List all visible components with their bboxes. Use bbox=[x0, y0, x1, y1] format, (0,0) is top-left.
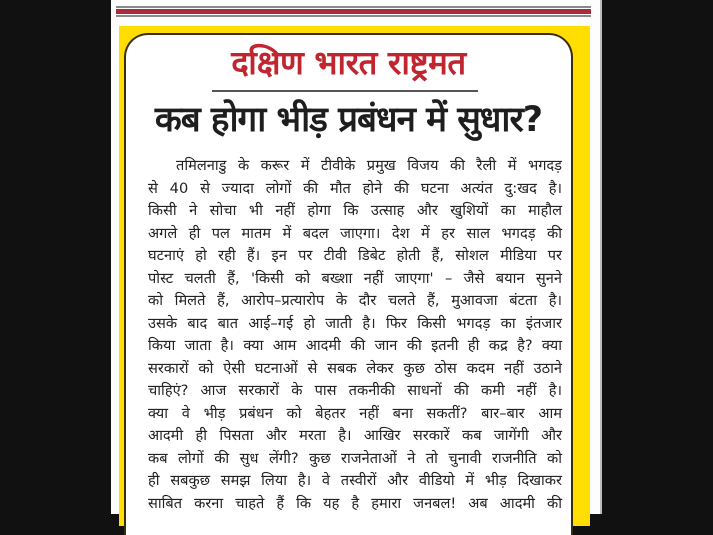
newspaper-clipping bbox=[111, 0, 602, 514]
bottom-rule-grey bbox=[116, 15, 591, 17]
body-line: से 40 से ज्यादा लोगों की मौत होने की घटना अत्यंत दु:खद है। bbox=[148, 179, 562, 197]
body-line: घटनाएं हो रही हैं। इन पर टीवी डिबेट होती हैं, सोशल मीडिया पर bbox=[148, 247, 562, 264]
body-line: सरकारों को ऐसी घटनाओं से सबक लेकर कुछ ठोस कदम नहीं उठाने bbox=[148, 359, 562, 377]
top-rule-red bbox=[116, 9, 591, 14]
body-line: कब लोगों की सुध लेंगी? कुछ राजनेताओं ने तो चुनावी राजनीति को bbox=[148, 449, 562, 467]
body-line: किसी ने सोचा भी नहीं होगा कि उत्साह और खुशियों का माहौल bbox=[148, 202, 562, 219]
article-headline: कब होगा भीड़ प्रबंधन में सुधार? bbox=[154, 100, 543, 140]
body-line: क्या वे भीड़ प्रबंधन को बेहतर नहीं बना सकतीं? बार–बार आम bbox=[148, 404, 562, 422]
body-line: साबित करना चाहते हैं कि यह है हमारा जनबल! अब आदमी की bbox=[148, 494, 562, 512]
body-line: चाहिएं? आज सरकारों के पास तकनीकी साधनों की कमी नहीं है। bbox=[148, 382, 562, 399]
body-line: अगले ही पल मातम में बदल जाएगा। देश में हर साल भगदड़ की bbox=[148, 224, 562, 242]
body-line: पोस्ट चलती हैं, 'किसी को बख्शा नहीं जाएगा' – जैसे बयान सुनने bbox=[148, 269, 562, 287]
body-line: किया जाता है। क्या आम आदमी की जान की इतनी ही कद्र है? क्या bbox=[148, 337, 562, 354]
top-rule-grey bbox=[116, 6, 591, 8]
body-line: ही सबकुछ समझ लिया है। वे तस्वीरों और वीडियो में भीड़ दिखाकर bbox=[148, 472, 562, 489]
body-line: उसके बाद बात आई–गई हो जाती है। फिर किसी भगदड़ का इंतजार bbox=[148, 314, 562, 332]
masthead-divider bbox=[212, 90, 478, 92]
body-line: आदमी ही पिसता और मरता है। आखिर सरकारें कब जागेंगी और bbox=[148, 427, 562, 444]
masthead-title: दक्षिण भारत राष्ट्रमत bbox=[231, 43, 466, 82]
article-body bbox=[148, 155, 562, 515]
article-card bbox=[124, 33, 573, 535]
body-line: को मिलते हैं, आरोप–प्रत्यारोप के दौर चलते हैं, मुआवजा बंटता है। bbox=[148, 292, 562, 309]
body-line: तमिलनाडु के करूर में टीवीके प्रमुख विजय की रैली में भगदड़ bbox=[176, 157, 562, 174]
